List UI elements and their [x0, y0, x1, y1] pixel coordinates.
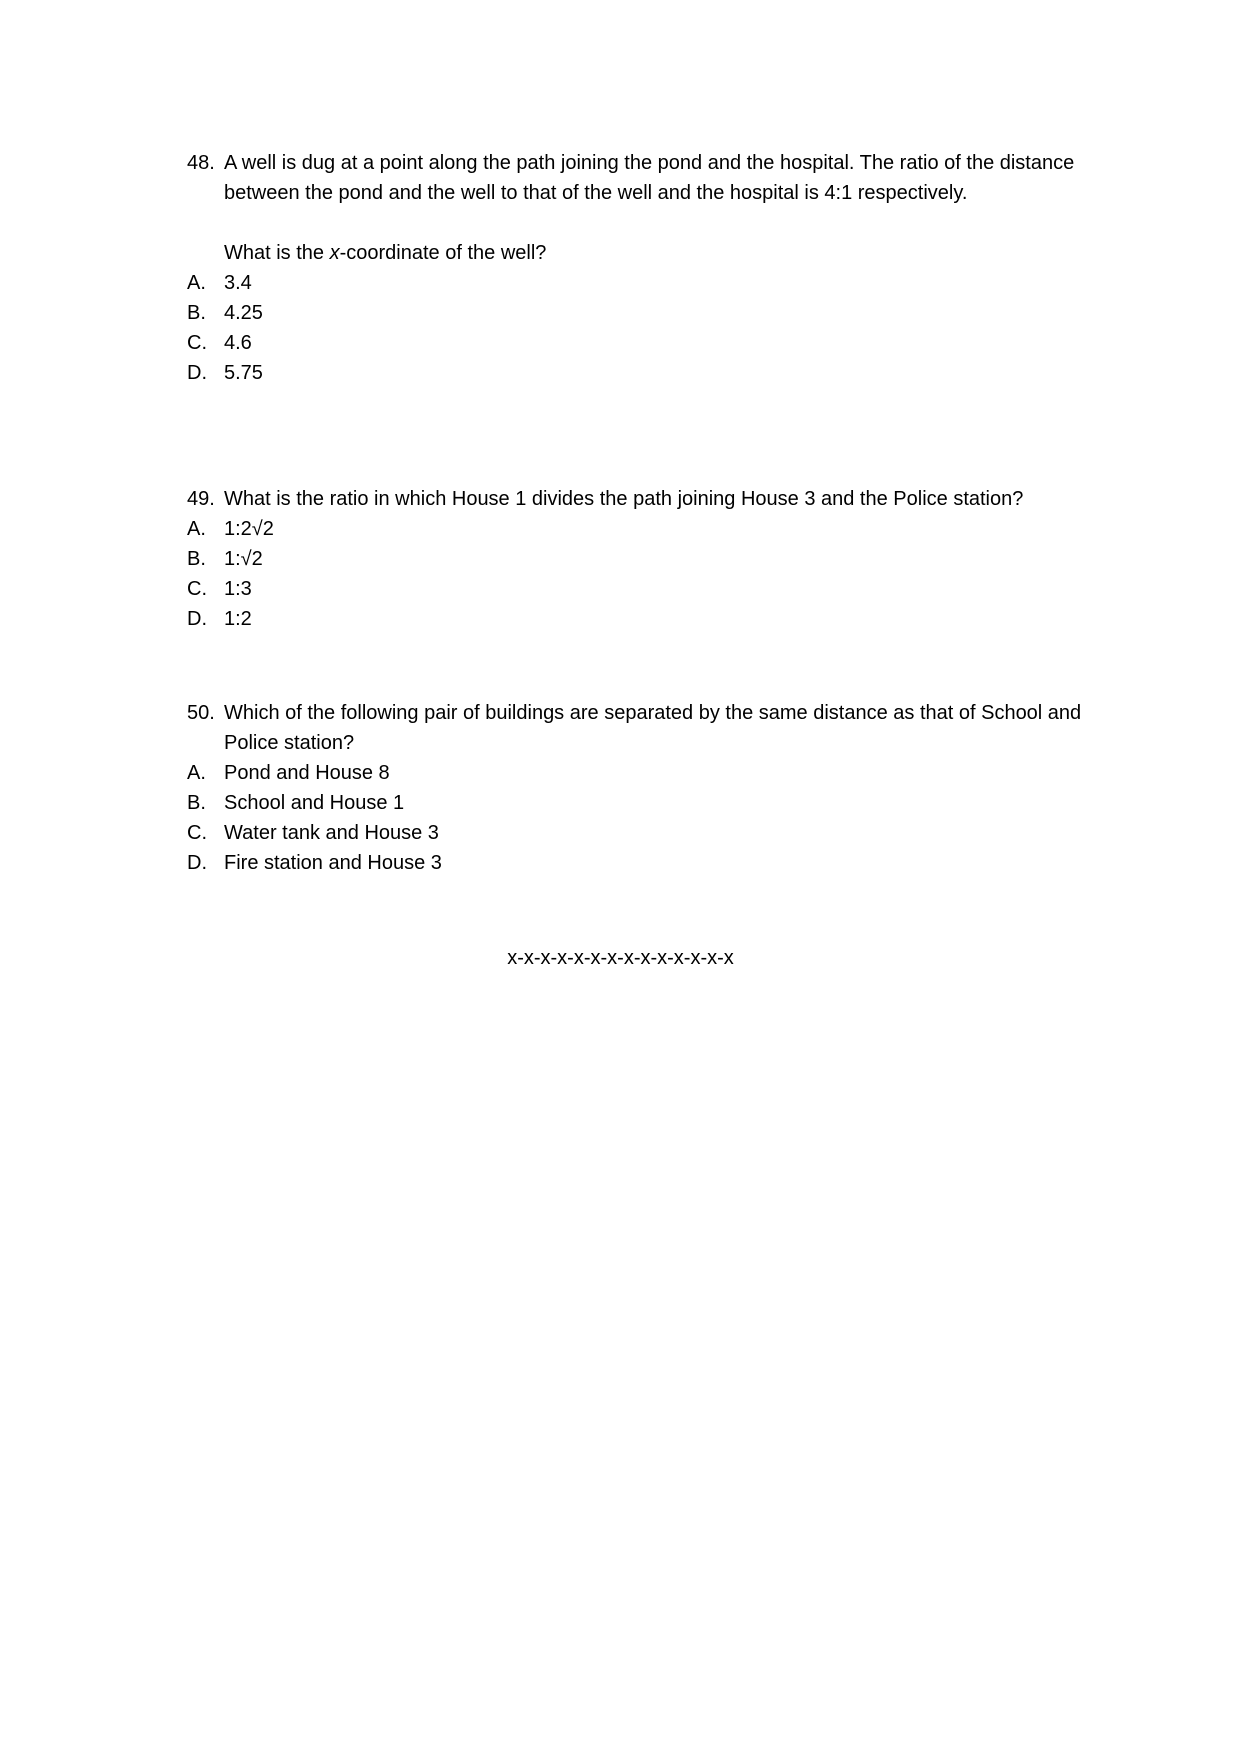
option-text: Water tank and House 3	[224, 822, 439, 844]
option-letter: B.	[187, 792, 206, 814]
option-text: 4.25	[224, 302, 263, 324]
option-letter: D.	[187, 362, 207, 384]
option-letter: C.	[187, 578, 207, 600]
prompt-text-after: -coordinate of the well?	[339, 242, 547, 264]
question-48	[187, 148, 1097, 388]
option-d	[187, 848, 1097, 878]
option-a	[187, 268, 1097, 298]
option-d	[187, 604, 1097, 634]
prompt-italic-variable: x	[329, 242, 340, 264]
option-c	[187, 328, 1097, 358]
option-a	[187, 758, 1097, 788]
option-text: 3.4	[224, 272, 252, 294]
option-letter: C.	[187, 332, 207, 354]
option-letter: A.	[187, 518, 206, 540]
question-stem	[187, 698, 1097, 758]
question-number: 49.	[187, 488, 215, 510]
option-b	[187, 544, 1097, 574]
question-50	[187, 698, 1097, 878]
question-stem	[187, 148, 1097, 208]
option-text: 1:2	[224, 608, 252, 630]
option-text: 1:3	[224, 578, 252, 600]
question-number: 48.	[187, 152, 215, 174]
question-stem	[187, 484, 1097, 514]
question-text: Which of the following pair of buildings are separated by the same distance as that of School and Police station?	[224, 702, 1082, 754]
option-letter: D.	[187, 852, 207, 874]
question-number: 50.	[187, 702, 215, 724]
option-letter: A.	[187, 762, 206, 784]
end-of-paper-marker: x-x-x-x-x-x-x-x-x-x-x-x-x-x	[507, 947, 734, 969]
option-a	[187, 514, 1097, 544]
option-text: Fire station and House 3	[224, 852, 442, 874]
option-letter: B.	[187, 548, 206, 570]
question-49	[187, 484, 1097, 634]
question-text: A well is dug at a point along the path joining the pond and the hospital. The ratio of the distance between the pond and the well to that of the well and the hospital is 4:1 respectively.	[224, 152, 1075, 204]
option-d	[187, 358, 1097, 388]
option-letter: B.	[187, 302, 206, 324]
question-text: What is the ratio in which House 1 divides the path joining House 3 and the Police station?	[224, 488, 1024, 510]
question-prompt	[187, 238, 1097, 268]
option-b	[187, 788, 1097, 818]
option-c	[187, 574, 1097, 604]
option-text: 1:2√2	[224, 518, 274, 540]
option-letter: A.	[187, 272, 206, 294]
option-b	[187, 298, 1097, 328]
option-text: School and House 1	[224, 792, 405, 814]
option-text: 5.75	[224, 362, 263, 384]
option-letter: C.	[187, 822, 207, 844]
option-text: Pond and House 8	[224, 762, 390, 784]
option-text: 4.6	[224, 332, 252, 354]
option-c	[187, 818, 1097, 848]
prompt-text-before: What is the	[224, 242, 330, 264]
option-letter: D.	[187, 608, 207, 630]
option-text: 1:√2	[224, 548, 263, 570]
